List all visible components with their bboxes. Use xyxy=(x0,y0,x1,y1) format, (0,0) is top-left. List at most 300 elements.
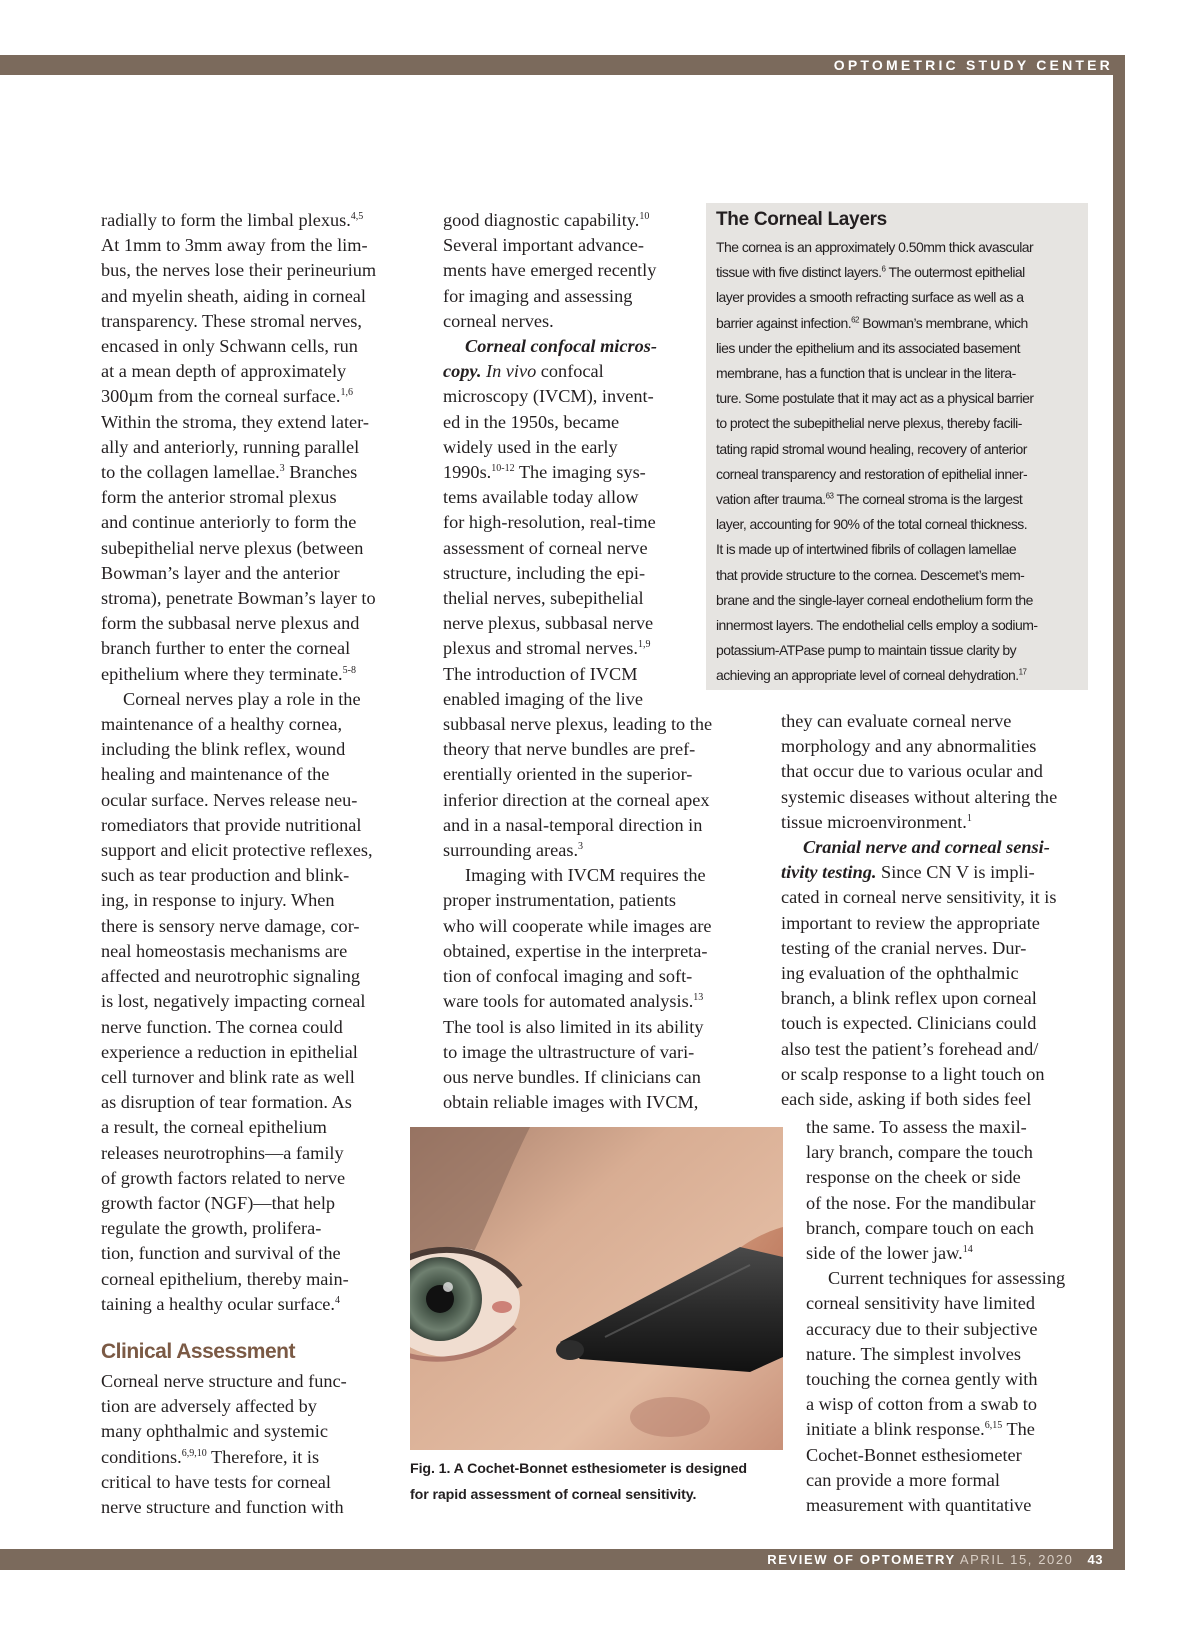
text-line xyxy=(806,1140,1106,1165)
text-segment: nature. The simplest involves xyxy=(806,1343,1021,1364)
text-segment: conditions. xyxy=(101,1446,182,1467)
text-segment: to the collagen lamellae. xyxy=(101,462,280,483)
text-segment: Since CN V is impli- xyxy=(876,862,1035,883)
run-in-heading: tivity testing. xyxy=(781,862,877,883)
text-segment: At 1mm to 3mm away from the lim- xyxy=(101,235,368,256)
text-segment: assessment of corneal nerve xyxy=(443,537,648,558)
column-3 xyxy=(781,709,1101,1112)
text-segment: tissue microenvironment. xyxy=(781,811,967,832)
page-footer xyxy=(767,1549,1103,1570)
text-line xyxy=(101,1495,421,1520)
text-line xyxy=(101,536,421,561)
text-line xyxy=(101,586,421,611)
text-segment: plexus and stromal nerves. xyxy=(443,638,638,659)
text-line xyxy=(101,1369,421,1394)
footer-bar xyxy=(0,1549,1125,1570)
text-segment: corneal transparency and restoration of epithelial inner- xyxy=(716,465,1028,482)
paragraph xyxy=(101,687,421,1317)
text-segment: neal homeostasis mechanisms are xyxy=(101,940,348,961)
text-line xyxy=(101,460,421,485)
text-line xyxy=(101,1216,421,1241)
text-line xyxy=(716,487,1078,512)
text-line xyxy=(443,1040,763,1065)
text-segment: erentially oriented in the superior- xyxy=(443,764,693,785)
text-line xyxy=(101,1191,421,1216)
citation-superscript: 1,9 xyxy=(637,639,651,651)
text-segment: confocal xyxy=(536,361,604,382)
text-segment: epithelium where they terminate. xyxy=(101,663,343,684)
citation-superscript: 13 xyxy=(693,992,704,1004)
text-line xyxy=(101,636,421,661)
text-line xyxy=(781,961,1101,986)
citation-superscript: 17 xyxy=(1018,667,1027,677)
sidebar-body xyxy=(716,235,1078,689)
text-segment: and myelin sheath, aiding in corneal xyxy=(101,285,366,306)
text-segment: The introduction of IVCM xyxy=(443,663,638,684)
text-segment: The imaging sys- xyxy=(514,462,646,483)
text-segment: The cornea is an approximately 0.50mm thick avascular xyxy=(716,239,1034,255)
text-segment: The outermost epithelial xyxy=(885,264,1025,281)
text-segment: theory that nerve bundles are pref- xyxy=(443,739,696,760)
citation-superscript: 3 xyxy=(279,462,285,474)
text-segment: 300µm from the corneal surface. xyxy=(101,386,341,407)
text-segment: testing of the cranial nerves. Dur- xyxy=(781,937,1027,958)
text-segment: the same. To assess the maxil- xyxy=(806,1117,1027,1137)
text-line xyxy=(101,1065,421,1090)
text-segment: and continue anteriorly to form the xyxy=(101,512,357,533)
right-border-bar xyxy=(1113,55,1125,1570)
text-segment: nerve function. The cornea could xyxy=(101,1016,343,1037)
text-segment: many ophthalmic and systemic xyxy=(101,1421,328,1442)
text-segment: response on the cheek or side xyxy=(806,1167,1021,1188)
text-segment: such as tear production and blink- xyxy=(101,865,350,886)
text-segment: widely used in the early xyxy=(443,436,618,457)
text-line xyxy=(443,813,763,838)
text-line xyxy=(101,788,421,813)
text-line xyxy=(443,762,763,787)
text-line xyxy=(101,989,421,1014)
text-line xyxy=(716,613,1078,638)
paragraph xyxy=(781,835,1101,1112)
text-line xyxy=(806,1241,1106,1266)
text-line xyxy=(716,311,1078,336)
text-line xyxy=(101,258,421,283)
text-segment: vation after trauma. xyxy=(716,491,826,508)
text-line xyxy=(781,734,1101,759)
text-segment: is lost, negatively impacting corneal xyxy=(101,991,366,1012)
text-line xyxy=(781,986,1101,1011)
text-line xyxy=(101,1040,421,1065)
text-segment: systemic diseases without altering the xyxy=(781,786,1058,807)
text-segment: ally and anteriorly, running parallel xyxy=(101,436,360,457)
text-line xyxy=(101,334,421,359)
text-segment: critical to have tests for corneal xyxy=(101,1471,331,1492)
text-line xyxy=(443,989,763,1014)
text-segment: thelial nerves, subepithelial xyxy=(443,588,644,609)
text-segment: branch, compare touch on each xyxy=(806,1217,1034,1238)
citation-superscript: 63 xyxy=(825,491,834,501)
citation-superscript: 5-8 xyxy=(342,664,356,676)
text-segment: also test the patient’s forehead and/ xyxy=(781,1038,1039,1059)
text-line xyxy=(101,939,421,964)
text-line xyxy=(806,1443,1106,1468)
paragraph xyxy=(101,208,421,687)
text-segment: encased in only Schwann cells, run xyxy=(101,336,358,357)
text-line xyxy=(101,1166,421,1191)
text-segment: form the subbasal nerve plexus and xyxy=(101,613,360,634)
text-line xyxy=(806,1342,1106,1367)
text-segment: subbasal nerve plexus, leading to the xyxy=(443,714,713,735)
text-segment: ous nerve bundles. If clinicians can xyxy=(443,1066,701,1087)
text-segment: for imaging and assessing xyxy=(443,285,633,306)
text-segment: tissue with five distinct layers. xyxy=(716,264,882,281)
text-segment: innermost layers. The endothelial cells employ a sodium- xyxy=(716,617,1038,634)
text-line xyxy=(101,1115,421,1140)
text-line xyxy=(101,284,421,309)
publication-name: REVIEW OF OPTOMETRY xyxy=(767,1552,956,1567)
text-segment: and in a nasal-temporal direction in xyxy=(443,814,703,835)
text-segment: initiate a blink response. xyxy=(806,1419,985,1440)
text-segment: that provide structure to the cornea. Descemet’s mem- xyxy=(716,566,1025,583)
text-line xyxy=(101,435,421,460)
text-line xyxy=(101,712,421,737)
text-segment: ware tools for automated analysis. xyxy=(443,991,694,1012)
text-segment: The xyxy=(1002,1419,1035,1440)
text-line xyxy=(101,813,421,838)
text-line xyxy=(101,510,421,535)
citation-superscript: 3 xyxy=(578,840,584,852)
text-line xyxy=(716,638,1078,663)
text-segment: radially to form the limbal plexus. xyxy=(101,210,351,230)
text-line xyxy=(781,759,1101,784)
text-segment: who will cooperate while images are xyxy=(443,915,712,936)
text-line xyxy=(781,835,1101,860)
text-line xyxy=(806,1417,1106,1442)
text-line xyxy=(101,384,421,409)
text-line xyxy=(806,1115,1106,1140)
text-line xyxy=(781,810,1101,835)
text-segment: to image the ultrastructure of vari- xyxy=(443,1041,695,1062)
text-segment: cated in corneal nerve sensitivity, it is xyxy=(781,887,1057,908)
text-segment: 1990s. xyxy=(443,462,492,483)
text-line xyxy=(101,611,421,636)
text-segment: or scalp response to a light touch on xyxy=(781,1063,1045,1084)
text-line xyxy=(716,411,1078,436)
text-line xyxy=(443,737,763,762)
text-segment: enabled imaging of the live xyxy=(443,688,644,709)
text-line xyxy=(806,1266,1106,1291)
text-line xyxy=(443,838,763,863)
text-line xyxy=(716,462,1078,487)
text-segment: a wisp of cotton from a swab to xyxy=(806,1394,1038,1415)
issue-date: APRIL 15, 2020 xyxy=(959,1552,1074,1567)
text-segment: form the anterior stromal plexus xyxy=(101,487,337,508)
run-in-heading: Corneal confocal micros- xyxy=(465,336,657,357)
page-number: 43 xyxy=(1087,1552,1103,1567)
text-line xyxy=(716,563,1078,588)
text-line xyxy=(443,1090,763,1115)
text-segment: touch is expected. Clinicians could xyxy=(781,1013,1037,1034)
text-line xyxy=(101,561,421,586)
citation-superscript: 1 xyxy=(966,812,972,824)
italic-term: In vivo xyxy=(485,361,537,382)
text-segment: tion are adversely affected by xyxy=(101,1396,317,1417)
figure-caption xyxy=(410,1456,790,1508)
text-segment: corneal epithelium, thereby main- xyxy=(101,1268,349,1289)
text-line xyxy=(716,260,1078,285)
text-line xyxy=(806,1317,1106,1342)
citation-superscript: 6,15 xyxy=(984,1420,1003,1432)
text-line xyxy=(443,939,763,964)
section-label: OPTOMETRIC STUDY CENTER xyxy=(833,57,1113,73)
text-line xyxy=(781,1037,1101,1062)
text-segment: releases neurotrophins—a family xyxy=(101,1142,344,1163)
text-line xyxy=(806,1367,1106,1392)
text-segment: structure, including the epi- xyxy=(443,562,646,583)
text-line xyxy=(806,1468,1106,1493)
text-line xyxy=(101,485,421,510)
text-segment: ments have emerged recently xyxy=(443,260,657,281)
caption-line: for rapid assessment of corneal sensitivity. xyxy=(410,1487,697,1503)
line-group xyxy=(781,885,1101,1112)
text-line xyxy=(716,437,1078,462)
text-segment: experience a reduction in epithelial xyxy=(101,1041,358,1062)
text-segment: tion, function and survival of the xyxy=(101,1243,341,1264)
text-line xyxy=(101,762,421,787)
text-line xyxy=(716,386,1078,411)
text-segment: of the nose. For the mandibular xyxy=(806,1192,1036,1213)
text-line xyxy=(443,1065,763,1090)
text-line xyxy=(806,1216,1106,1241)
text-segment: touching the cornea gently with xyxy=(806,1369,1038,1390)
text-segment: It is made up of intertwined fibrils of collagen lamellae xyxy=(716,541,1017,558)
text-segment: ing evaluation of the ophthalmic xyxy=(781,963,1019,984)
text-segment: romediators that provide nutritional xyxy=(101,814,362,835)
paragraph xyxy=(806,1115,1106,1266)
sidebar-box xyxy=(706,203,1088,690)
text-segment: Within the stroma, they extend later- xyxy=(101,411,369,432)
text-line xyxy=(781,1062,1101,1087)
text-segment: maintenance of a healthy cornea, xyxy=(101,714,343,735)
text-line xyxy=(101,1241,421,1266)
text-segment: Imaging with IVCM requires the xyxy=(465,865,706,886)
caption-line: Fig. 1. A Cochet-Bonnet esthesiometer is designed xyxy=(410,1461,747,1477)
paragraph xyxy=(101,1369,421,1520)
run-in-heading: Cranial nerve and corneal sensi- xyxy=(803,837,1050,858)
text-segment: corneal nerves. xyxy=(443,310,554,331)
text-line xyxy=(101,1445,421,1470)
text-line xyxy=(101,410,421,435)
text-line xyxy=(443,914,763,939)
text-segment: corneal sensitivity have limited xyxy=(806,1293,1035,1314)
text-segment: nerve plexus, subbasal nerve xyxy=(443,613,654,634)
text-line xyxy=(443,1015,763,1040)
text-line xyxy=(716,361,1078,386)
paragraph xyxy=(781,709,1101,835)
text-line xyxy=(101,1090,421,1115)
text-line xyxy=(101,914,421,939)
text-line xyxy=(101,1015,421,1040)
citation-superscript: 14 xyxy=(962,1243,973,1255)
text-segment: inferior direction at the corneal apex xyxy=(443,789,710,810)
text-line xyxy=(101,233,421,258)
text-line xyxy=(806,1291,1106,1316)
text-segment: proper instrumentation, patients xyxy=(443,890,677,911)
text-segment: a result, the corneal epithelium xyxy=(101,1117,327,1138)
text-segment: tion of confocal imaging and soft- xyxy=(443,966,693,987)
text-segment: nerve structure and function with xyxy=(101,1496,344,1517)
text-line xyxy=(716,512,1078,537)
text-segment: lies under the epithelium and its associated basement xyxy=(716,339,1020,356)
text-segment: that occur due to various ocular and xyxy=(781,761,1043,782)
esthesiometer-photo xyxy=(410,1127,783,1450)
text-segment: for high-resolution, real-time xyxy=(443,512,656,533)
text-line xyxy=(781,885,1101,910)
text-segment: ture. Some postulate that it may act as a physical barrier xyxy=(716,390,1034,407)
text-segment: Several important advance- xyxy=(443,235,645,256)
citation-superscript: 6,9,10 xyxy=(181,1447,207,1459)
text-line xyxy=(101,888,421,913)
text-segment: tating rapid stromal wound healing, recovery of anterior xyxy=(716,440,1027,457)
text-segment: Corneal nerves play a role in the xyxy=(123,688,361,709)
text-segment: including the blink reflex, wound xyxy=(101,739,346,760)
text-line xyxy=(443,788,763,813)
text-segment: Cochet-Bonnet esthesiometer xyxy=(806,1444,1022,1465)
text-line xyxy=(716,285,1078,310)
text-segment: Current techniques for assessing xyxy=(828,1268,1066,1289)
paragraph xyxy=(443,863,763,1115)
text-line xyxy=(101,1292,421,1317)
text-line xyxy=(101,1419,421,1444)
text-line xyxy=(716,588,1078,613)
text-line xyxy=(443,863,763,888)
text-segment: Bowman’s layer and the anterior xyxy=(101,562,340,583)
text-segment: branch further to enter the corneal xyxy=(101,638,351,659)
citation-superscript: 10 xyxy=(639,210,650,222)
text-line xyxy=(101,838,421,863)
text-segment: branch, a blink reflex upon corneal xyxy=(781,988,1037,1009)
text-segment: potassium-ATPase pump to maintain tissue clarity by xyxy=(716,642,1017,659)
text-line xyxy=(101,1267,421,1292)
paragraph xyxy=(806,1266,1106,1518)
section-header-bar xyxy=(0,55,1125,75)
text-segment: ed in the 1950s, became xyxy=(443,411,620,432)
text-line xyxy=(443,712,763,737)
text-segment: Bowman’s membrane, which xyxy=(858,314,1028,331)
text-segment: The tool is also limited in its ability xyxy=(443,1016,704,1037)
text-line xyxy=(101,687,421,712)
text-segment: barrier against infection. xyxy=(716,314,852,331)
text-segment: microscopy (IVCM), invent- xyxy=(443,386,654,407)
text-segment: good diagnostic capability. xyxy=(443,210,640,230)
text-segment: accuracy due to their subjective xyxy=(806,1318,1038,1339)
text-segment: measurement with quantitative xyxy=(806,1495,1032,1516)
text-segment: growth factor (NGF)—that help xyxy=(101,1192,336,1213)
text-segment: layer provides a smooth refracting surface as well as a xyxy=(716,289,1024,306)
citation-superscript: 4 xyxy=(335,1294,340,1306)
text-segment: to protect the subepithelial nerve plexus, thereby facili- xyxy=(716,415,1022,432)
figure-photo xyxy=(410,1127,783,1450)
citation-superscript: 4,5 xyxy=(350,210,364,222)
text-segment: can provide a more formal xyxy=(806,1469,1000,1490)
text-segment: support and elicit protective reflexes, xyxy=(101,840,373,861)
text-line xyxy=(101,737,421,762)
text-segment: membrane, has a function that is unclear in the litera- xyxy=(716,365,1016,382)
text-segment: lary branch, compare the touch xyxy=(806,1142,1033,1163)
text-line xyxy=(101,208,421,233)
text-line xyxy=(781,1087,1101,1112)
text-segment: brane and the single-layer corneal endothelium form the xyxy=(716,591,1033,608)
text-segment: ing, in response to injury. When xyxy=(101,890,335,911)
text-line xyxy=(101,359,421,384)
text-line xyxy=(781,709,1101,734)
text-segment: at a mean depth of approximately xyxy=(101,361,347,382)
text-segment: subepithelial nerve plexus (between xyxy=(101,537,364,558)
text-line xyxy=(101,662,421,687)
text-segment: affected and neurotrophic signaling xyxy=(101,966,361,987)
text-line xyxy=(806,1392,1106,1417)
text-line xyxy=(806,1493,1106,1518)
text-segment: obtain reliable images with IVCM, xyxy=(443,1092,699,1113)
text-line xyxy=(101,964,421,989)
text-line xyxy=(781,936,1101,961)
text-line xyxy=(716,235,1078,260)
text-segment: ocular surface. Nerves release neu- xyxy=(101,789,358,810)
citation-superscript: 62 xyxy=(851,314,859,324)
text-line xyxy=(101,1394,421,1419)
text-segment: there is sensory nerve damage, cor- xyxy=(101,915,360,936)
text-segment: important to review the appropriate xyxy=(781,912,1040,933)
text-line xyxy=(443,888,763,913)
text-segment: side of the lower jaw. xyxy=(806,1243,963,1264)
text-line xyxy=(781,785,1101,810)
text-segment: morphology and any abnormalities xyxy=(781,736,1037,757)
text-line xyxy=(101,1470,421,1495)
text-segment: stroma), penetrate Bowman’s layer to xyxy=(101,588,376,609)
text-line xyxy=(443,964,763,989)
text-segment: cell turnover and blink rate as well xyxy=(101,1066,355,1087)
text-segment: of growth factors related to nerve xyxy=(101,1167,346,1188)
text-segment: Therefore, it is xyxy=(206,1446,320,1467)
text-segment: taining a healthy ocular surface. xyxy=(101,1293,335,1314)
text-segment: surrounding areas. xyxy=(443,840,579,861)
text-line xyxy=(101,1141,421,1166)
run-in-heading: copy. xyxy=(443,361,482,382)
text-segment: obtained, expertise in the interpreta- xyxy=(443,940,708,961)
text-line xyxy=(101,863,421,888)
text-line xyxy=(101,309,421,334)
text-line xyxy=(781,911,1101,936)
text-segment: healing and maintenance of the xyxy=(101,764,330,785)
text-line xyxy=(806,1191,1106,1216)
section-heading: Clinical Assessment xyxy=(101,1339,295,1363)
text-segment: regulate the growth, prolifera- xyxy=(101,1218,322,1239)
text-line xyxy=(443,687,763,712)
text-segment: as disruption of tear formation. As xyxy=(101,1092,352,1113)
text-line xyxy=(716,663,1078,688)
sidebar-title: The Corneal Layers xyxy=(716,209,887,230)
text-segment: transparency. These stromal nerves, xyxy=(101,310,362,331)
column-1 xyxy=(101,208,421,1520)
text-segment: tems available today allow xyxy=(443,487,639,508)
text-segment: layer, accounting for 90% of the total corneal thickness. xyxy=(716,516,1028,533)
text-line xyxy=(781,1011,1101,1036)
text-segment: bus, the nerves lose their perineurium xyxy=(101,260,377,281)
text-segment: each side, asking if both sides feel xyxy=(781,1089,1032,1110)
citation-superscript: 1,6 xyxy=(340,387,353,399)
text-segment: The corneal stroma is the largest xyxy=(833,491,1023,508)
citation-superscript: 6 xyxy=(881,264,886,274)
